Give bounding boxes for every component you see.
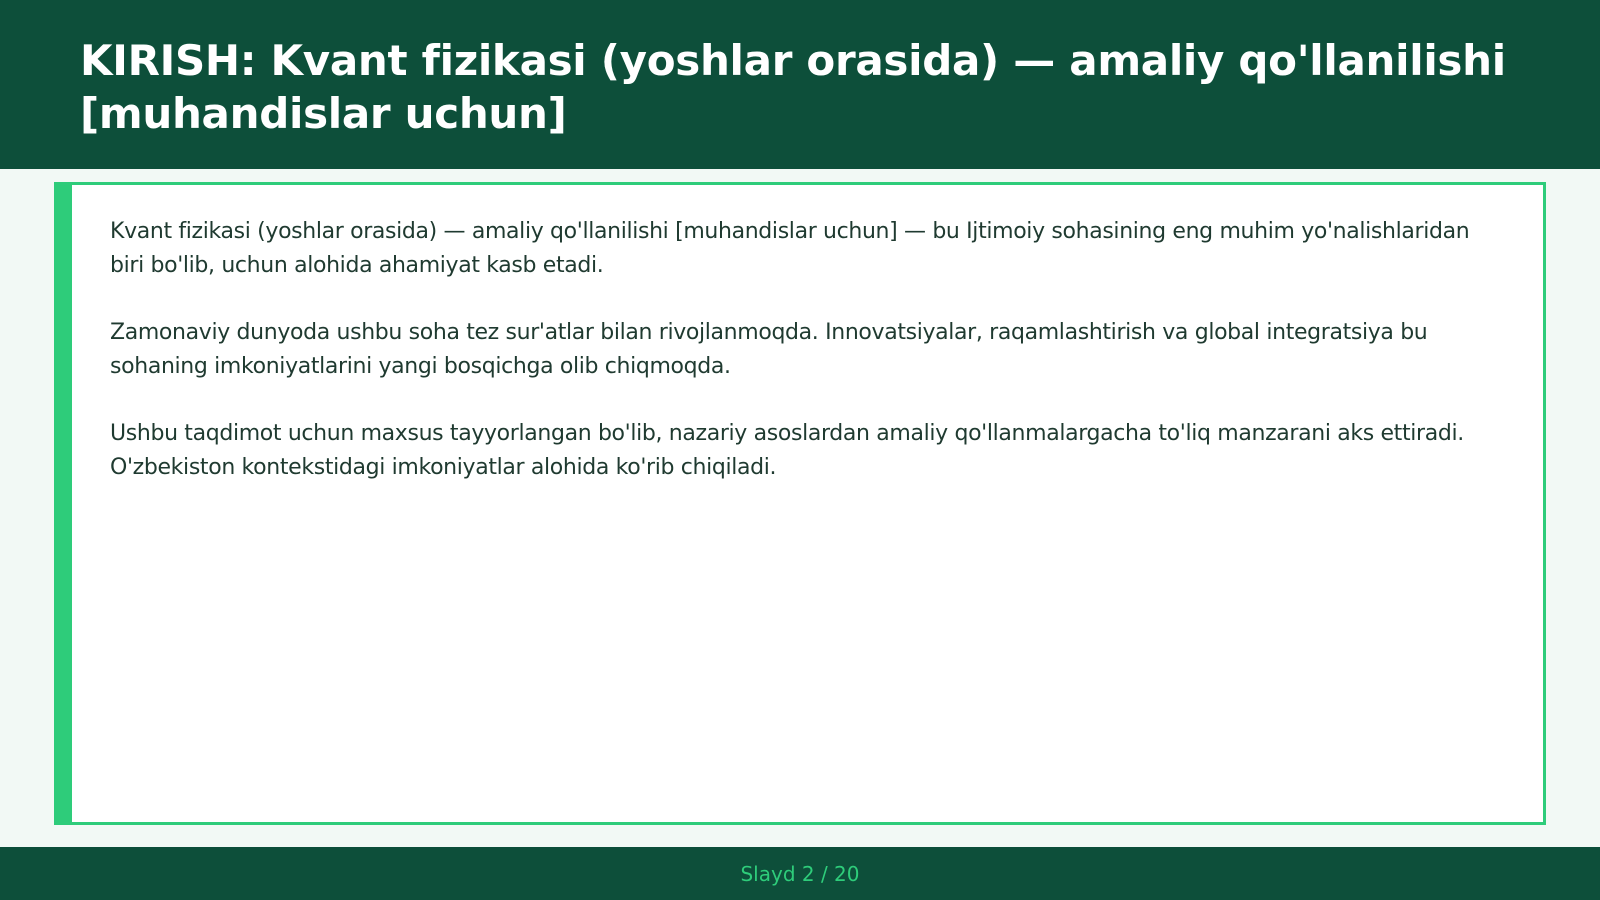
slide-header <box>0 0 1600 169</box>
slide-footer <box>0 847 1600 900</box>
content-card <box>54 182 1546 825</box>
slide-title: KIRISH: Kvant fizikasi (yoshlar orasida) — amaliy qo'llanilishi [muhandislar uchun] <box>80 36 1506 138</box>
slide-counter: Slayd 2 / 20 <box>740 861 860 886</box>
presentation-purpose-paragraph: Ushbu taqdimot uchun maxsus tayyorlangan bo'lib, nazariy asoslardan amaliy qo'llanmalargacha to'liq manzarani aks ettiradi. O'zbekiston kontekstidagi imkoniyatlar alohida ko'rib chiqiladi. <box>110 421 1464 480</box>
modern-world-paragraph: Zamonaviy dunyoda ushbu soha tez sur'atlar bilan rivojlanmoqda. Innovatsiyalar, raqamlashtirish va global integratsiya bu sohaning imkoniyatlarini yangi bosqichga olib chiqmoqda. <box>110 320 1428 379</box>
intro-paragraph: Kvant fizikasi (yoshlar orasida) — amaliy qo'llanilishi [muhandislar uchun] — bu Ijtimoiy sohasining eng muhim yo'nalishlaridan biri bo'lib, uchun alohida ahamiyat kasb etadi. <box>110 219 1470 278</box>
